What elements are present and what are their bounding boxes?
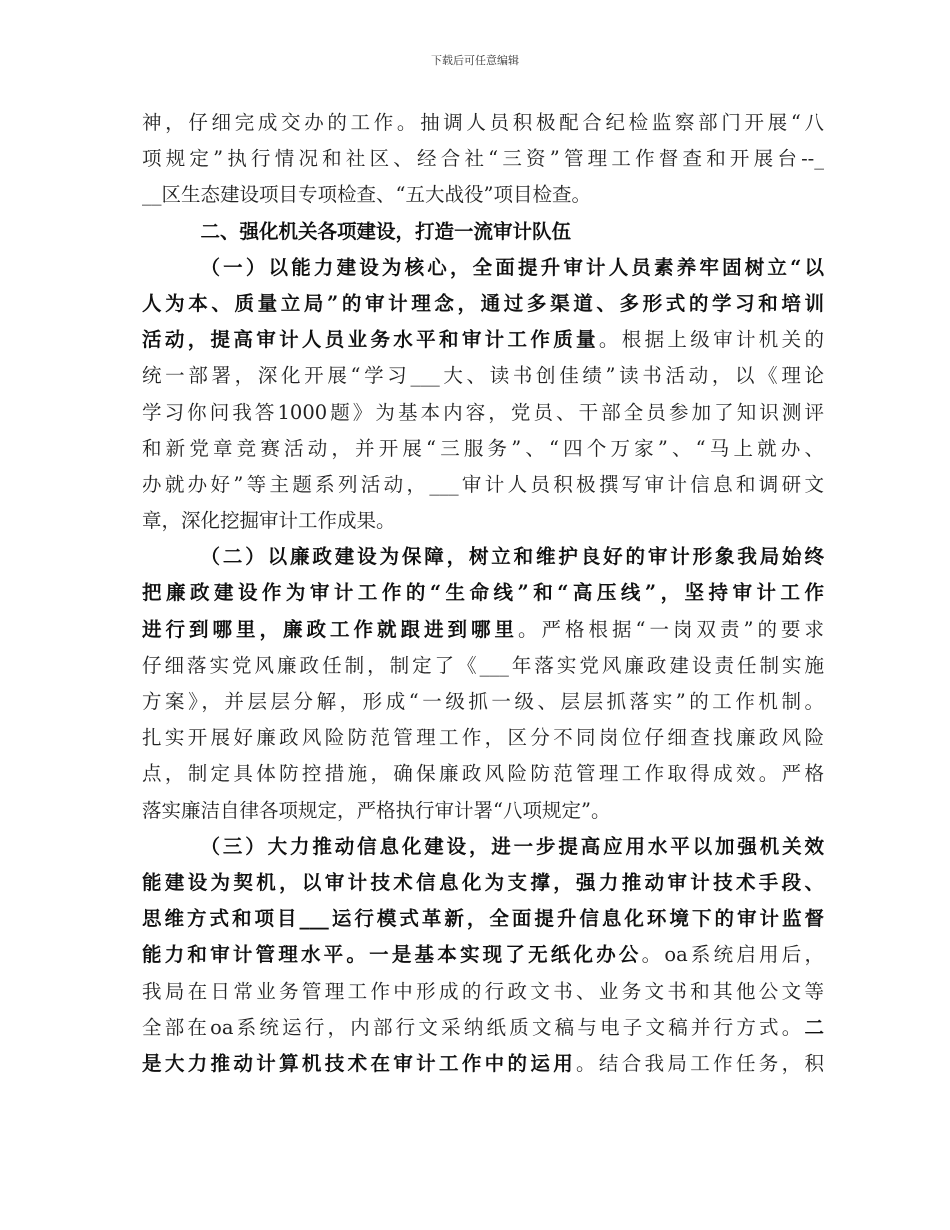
bold-text-segment: 能力和审计管理水平。一是基本实现了无纸化办公 [142, 943, 642, 967]
text-line [142, 937, 824, 973]
text-line [142, 684, 824, 720]
text-line [142, 431, 824, 467]
text-segment: 。结合我局工作任务，积 [576, 1051, 824, 1075]
text-line [142, 575, 824, 611]
bold-text-segment: （一）以能力建设为核心，全面提升审计人员素养牢固树立“以 [200, 255, 824, 279]
text-segment: 章，深化挖掘审计工作成果。 [142, 509, 396, 533]
bold-text-segment: 把廉政建设作为审计工作的“生命线”和“高压线”，坚持审计工作 [142, 581, 824, 605]
text-line [142, 539, 824, 575]
text-segment: 和新党章竞赛活动，并开展“三服务”、“四个万家”、“马上就办、 [142, 436, 824, 460]
text-line [142, 286, 824, 322]
text-line [142, 793, 824, 829]
text-segment: __区生态建设项目专项检查、“五大战役”项目检查。 [142, 183, 591, 207]
text-line [142, 105, 824, 141]
text-segment: 。根据上级审计机关的 [598, 328, 824, 352]
text-segment: 方案》，并层层分解，形成“一级抓一级、层层抓落实”的工作机制。 [142, 690, 824, 713]
text-line [142, 467, 824, 503]
text-line [142, 974, 824, 1010]
bold-text-segment: 活动，提高审计人员业务水平和审计工作质量 [142, 328, 599, 352]
text-segment: 我局在日常业务管理工作中形成的行政文书、业务文书和其他公文等 [142, 979, 824, 1003]
text-segment: 神，仔细完成交办的工作。抽调人员积极配合纪检监察部门开展“八 [142, 111, 824, 134]
text-line [142, 1010, 824, 1046]
text-line [142, 756, 824, 792]
bold-text-segment: 人为本、质量立局”的审计理念，通过多渠道、多形式的学习和培训 [142, 291, 824, 315]
bold-text-segment: 是大力推动计算机技术在审计工作中的运用 [142, 1051, 577, 1075]
text-segment: 。oa系统启用后， [641, 943, 824, 967]
text-segment: 仔细落实党风廉政任制，制定了《___年落实党风廉政建设责任制实施 [142, 653, 824, 677]
text-line [142, 901, 824, 937]
bold-text-segment: 进行到哪里，廉政工作就跟进到哪里 [142, 617, 519, 641]
text-line [142, 358, 824, 394]
document-body [142, 105, 824, 1082]
text-segment: 。严格根据“一岗双责”的要求 [518, 617, 824, 641]
text-line [142, 1046, 824, 1082]
bold-text-segment: 思维方式和项目___运行模式革新，全面提升信息化环境下的审计监督 [142, 907, 824, 931]
text-line [142, 322, 824, 358]
text-segment: 统一部署，深化开展“学习___大、读书创佳绩”读书活动，以《理论 [142, 364, 824, 388]
text-line [142, 648, 824, 684]
bold-text-segment: （三）大力推动信息化建设，进一步提高应用水平以加强机关效 [200, 834, 824, 858]
text-segment: 项规定”执行情况和社区、经合社“三资”管理工作督查和开展台--_ [142, 147, 824, 171]
text-line [142, 214, 824, 250]
text-line [142, 865, 824, 901]
text-segment: 落实廉洁自律各项规定，严格执行审计署“八项规定”。 [142, 798, 611, 822]
text-segment: 全部在oa系统运行，内部行文采纳纸质文稿与电子文稿并行方式。 [142, 1015, 805, 1039]
page-header: 下载后可任意编辑 [431, 54, 519, 67]
text-segment: 学习你问我答1000题》为基本内容，党员、干部全员参加了知识测评 [142, 400, 824, 424]
text-segment: 点，制定具体防控措施，确保廉政风险防范管理工作取得成效。严格 [142, 762, 824, 786]
text-segment: 办就办好”等主题系列活动，___审计人员积极撰写审计信息和调研文 [142, 472, 824, 496]
text-line [142, 829, 824, 865]
bold-text-segment: 能建设为契机，以审计技术信息化为支撑，强力推动审计技术手段、 [142, 870, 824, 894]
text-segment: 扎实开展好廉政风险防范管理工作，区分不同岗位仔细查找廉政风险 [142, 726, 824, 750]
text-line [142, 395, 824, 431]
bold-text-segment: 二 [804, 1015, 824, 1039]
text-line [142, 503, 824, 539]
bold-text-segment: 二、强化机关各项建设，打造一流审计队伍 [200, 219, 572, 243]
text-line [142, 141, 824, 177]
text-line [142, 612, 824, 648]
text-line [142, 720, 824, 756]
bold-text-segment: （二）以廉政建设为保障，树立和维护良好的审计形象我局始终 [200, 545, 824, 569]
text-line [142, 177, 824, 213]
text-line [142, 250, 824, 286]
